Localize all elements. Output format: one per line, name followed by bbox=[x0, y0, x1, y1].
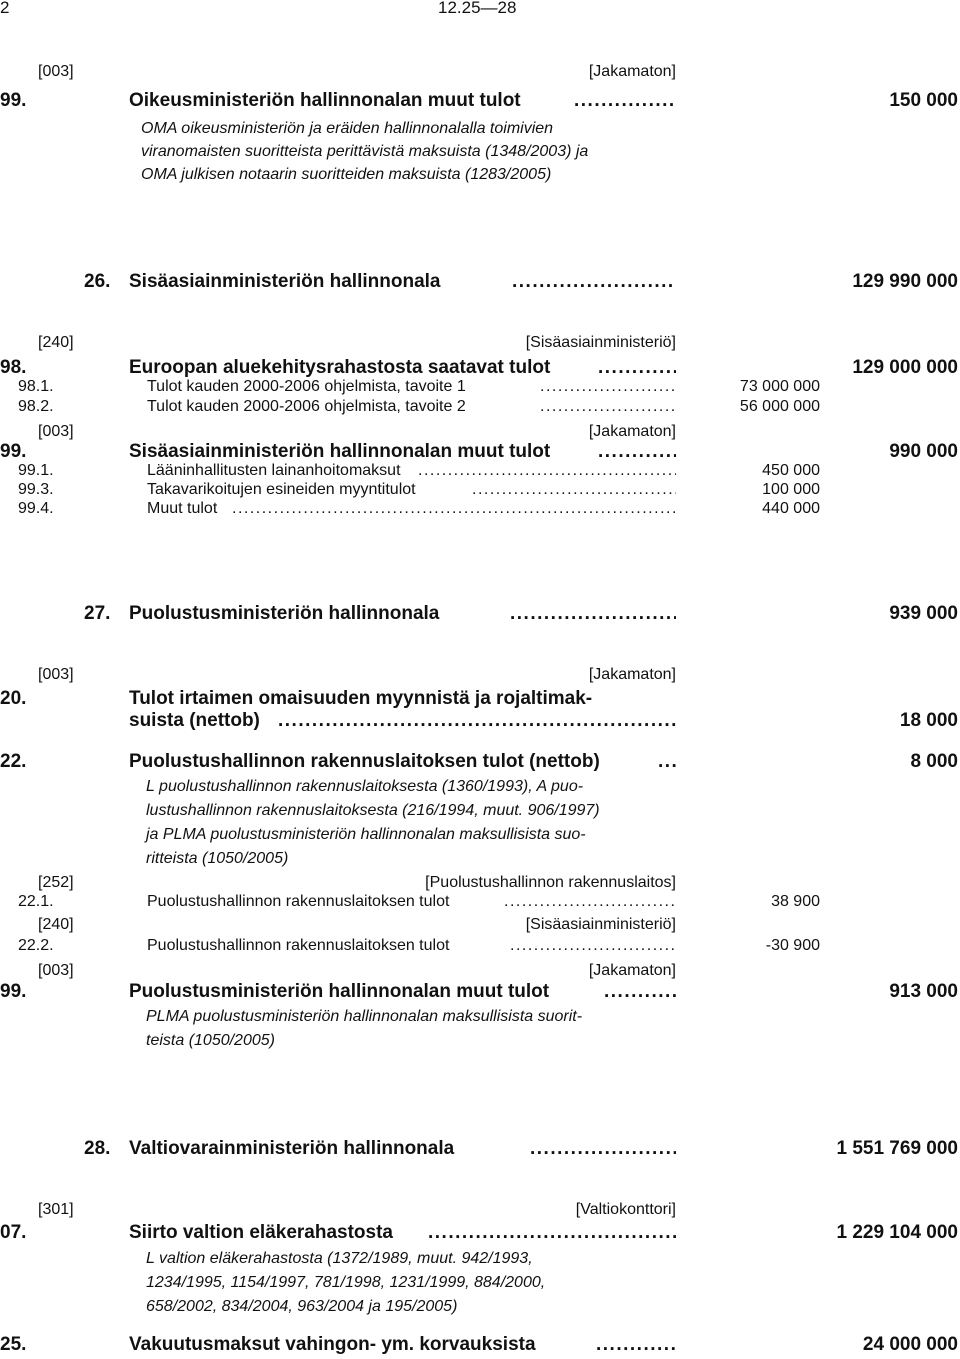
item-number: 98. bbox=[0, 357, 27, 378]
subitem-label: Puolustushallinnon rakennuslaitoksen tulot bbox=[147, 893, 450, 910]
legal-note-line: ritteista (1050/2005) bbox=[146, 850, 289, 867]
leader-dots bbox=[604, 981, 676, 1003]
item-amount: 150 000 bbox=[889, 90, 958, 111]
subitem-number: 99.1. bbox=[18, 462, 54, 479]
item-amount: 18 000 bbox=[899, 710, 958, 731]
leader-dots bbox=[540, 378, 676, 396]
item-number: 20. bbox=[0, 688, 27, 709]
subitem-amount: 100 000 bbox=[762, 481, 820, 498]
leader-dots bbox=[598, 357, 676, 379]
leader-dots bbox=[510, 937, 676, 955]
item-amount: 913 000 bbox=[889, 981, 958, 1002]
item-number: 22. bbox=[0, 751, 27, 772]
leader-dots bbox=[530, 1138, 676, 1160]
legal-note-line: OMA julkisen notaarin suoritteiden maksuista (1283/2005) bbox=[141, 166, 552, 183]
item-title: Vakuutusmaksut vahingon- ym. korvauksista bbox=[129, 1334, 536, 1355]
page-reference: 12.25—28 bbox=[438, 0, 517, 17]
legal-note-line: 1234/1995, 1154/1997, 781/1998, 1231/1999, 884/2000, bbox=[146, 1274, 546, 1291]
tag-unit: [Sisäasiainministeriö] bbox=[525, 334, 676, 351]
subitem-label: Tulot kauden 2000-2006 ohjelmista, tavoite 1 bbox=[147, 378, 466, 395]
subitem-number: 98.1. bbox=[18, 378, 54, 395]
subitem-number: 22.1. bbox=[18, 893, 54, 910]
subitem-label: Lääninhallitusten lainanhoitomaksut bbox=[147, 462, 401, 479]
leader-dots bbox=[598, 441, 676, 463]
section-number: 26. bbox=[84, 271, 111, 292]
section-amount: 1 551 769 000 bbox=[836, 1138, 958, 1159]
leader-dots bbox=[540, 398, 676, 416]
legal-note-line: L valtion eläkerahastosta (1372/1989, muut. 942/1993, bbox=[146, 1250, 533, 1267]
item-amount: 1 229 104 000 bbox=[836, 1222, 958, 1243]
subitem-label: Takavarikoitujen esineiden myyntitulot bbox=[147, 481, 416, 498]
tag-code: [240] bbox=[38, 334, 74, 351]
section-title: Sisäasiainministeriön hallinnonala bbox=[129, 271, 441, 292]
tag-code: [003] bbox=[38, 962, 74, 979]
leader-dots bbox=[278, 710, 676, 732]
section-amount: 129 990 000 bbox=[852, 271, 958, 292]
item-number: 25. bbox=[0, 1334, 27, 1355]
legal-note-line: teista (1050/2005) bbox=[146, 1032, 275, 1049]
leader-dots bbox=[658, 751, 676, 773]
legal-note-line: 658/2002, 834/2004, 963/2004 ja 195/2005) bbox=[146, 1298, 458, 1315]
legal-note-line: OMA oikeusministeriön ja eräiden hallinnonalalla toimivien bbox=[141, 120, 554, 137]
item-amount: 24 000 000 bbox=[862, 1334, 958, 1355]
item-amount: 129 000 000 bbox=[852, 357, 958, 378]
tag-unit: [Jakamaton] bbox=[588, 423, 676, 440]
subitem-number: 99.4. bbox=[18, 500, 54, 517]
item-number: 99. bbox=[0, 441, 27, 462]
tag-code: [240] bbox=[38, 916, 74, 933]
legal-note-line: lustushallinnon rakennuslaitoksesta (216/1994, muut. 906/1997) bbox=[146, 802, 600, 819]
leader-dots bbox=[574, 90, 676, 112]
subitem-label: Puolustushallinnon rakennuslaitoksen tulot bbox=[147, 937, 450, 954]
legal-note-line: PLMA puolustusministeriön hallinnonalan maksullisista suorit- bbox=[146, 1008, 583, 1025]
legal-note-line: viranomaisten suoritteista perittävistä maksuista (1348/2003) ja bbox=[141, 143, 589, 160]
item-title: Euroopan aluekehitysrahastosta saatavat tulot bbox=[129, 357, 551, 378]
subitem-label: Muut tulot bbox=[147, 500, 218, 517]
item-amount: 990 000 bbox=[889, 441, 958, 462]
item-title: Tulot irtaimen omaisuuden myynnistä ja rojaltimak- bbox=[129, 688, 593, 709]
subitem-number: 99.3. bbox=[18, 481, 54, 498]
subitem-number: 98.2. bbox=[18, 398, 54, 415]
subitem-amount: 73 000 000 bbox=[739, 378, 820, 395]
subitem-number: 22.2. bbox=[18, 937, 54, 954]
tag-unit: [Valtiokonttori] bbox=[575, 1201, 676, 1218]
legal-note-line: ja PLMA puolustusministeriön hallinnonalan maksullisista suo- bbox=[146, 826, 586, 843]
tag-unit: [Jakamaton] bbox=[588, 666, 676, 683]
tag-code: [003] bbox=[38, 666, 74, 683]
legal-note-line: L puolustushallinnon rakennuslaitoksesta (1360/1993), A puo- bbox=[146, 778, 584, 795]
leader-dots bbox=[510, 603, 676, 625]
tag-code: [003] bbox=[38, 423, 74, 440]
item-number: 99. bbox=[0, 981, 27, 1002]
tag-code: [301] bbox=[38, 1201, 74, 1218]
tag-unit: [Jakamaton] bbox=[588, 962, 676, 979]
item-title: Oikeusministeriön hallinnonalan muut tulot bbox=[129, 90, 521, 111]
section-title: Puolustusministeriön hallinnonala bbox=[129, 603, 440, 624]
tag-unit: [Jakamaton] bbox=[588, 63, 676, 80]
item-title: Puolustusministeriön hallinnonalan muut tulot bbox=[129, 981, 550, 1002]
section-amount: 939 000 bbox=[889, 603, 958, 624]
leader-dots bbox=[504, 893, 676, 911]
subitem-amount: -30 900 bbox=[765, 937, 820, 954]
tag-code: [003] bbox=[38, 63, 74, 80]
page-number: 2 bbox=[0, 0, 10, 17]
subitem-amount: 440 000 bbox=[762, 500, 820, 517]
section-number: 28. bbox=[84, 1138, 111, 1159]
item-number: 99. bbox=[0, 90, 27, 111]
item-title: Puolustushallinnon rakennuslaitoksen tulot (nettob) bbox=[129, 751, 600, 772]
leader-dots bbox=[472, 481, 676, 499]
subitem-label: Tulot kauden 2000-2006 ohjelmista, tavoite 2 bbox=[147, 398, 466, 415]
tag-unit: [Sisäasiainministeriö] bbox=[525, 916, 676, 933]
section-title: Valtiovarainministeriön hallinnonala bbox=[129, 1138, 455, 1159]
subitem-amount: 450 000 bbox=[762, 462, 820, 479]
leader-dots bbox=[232, 500, 676, 518]
leader-dots bbox=[418, 462, 676, 480]
tag-code: [252] bbox=[38, 874, 74, 891]
section-number: 27. bbox=[84, 603, 111, 624]
leader-dots bbox=[428, 1222, 676, 1244]
item-number: 07. bbox=[0, 1222, 27, 1243]
leader-dots bbox=[596, 1334, 676, 1356]
item-title: Siirto valtion eläkerahastosta bbox=[129, 1222, 393, 1243]
item-title: Sisäasiainministeriön hallinnonalan muut tulot bbox=[129, 441, 551, 462]
item-amount: 8 000 bbox=[910, 751, 958, 772]
subitem-amount: 56 000 000 bbox=[739, 398, 820, 415]
tag-unit: [Puolustushallinnon rakennuslaitos] bbox=[425, 874, 676, 891]
item-title: suista (nettob) bbox=[129, 710, 260, 731]
subitem-amount: 38 900 bbox=[771, 893, 820, 910]
leader-dots bbox=[512, 271, 676, 293]
